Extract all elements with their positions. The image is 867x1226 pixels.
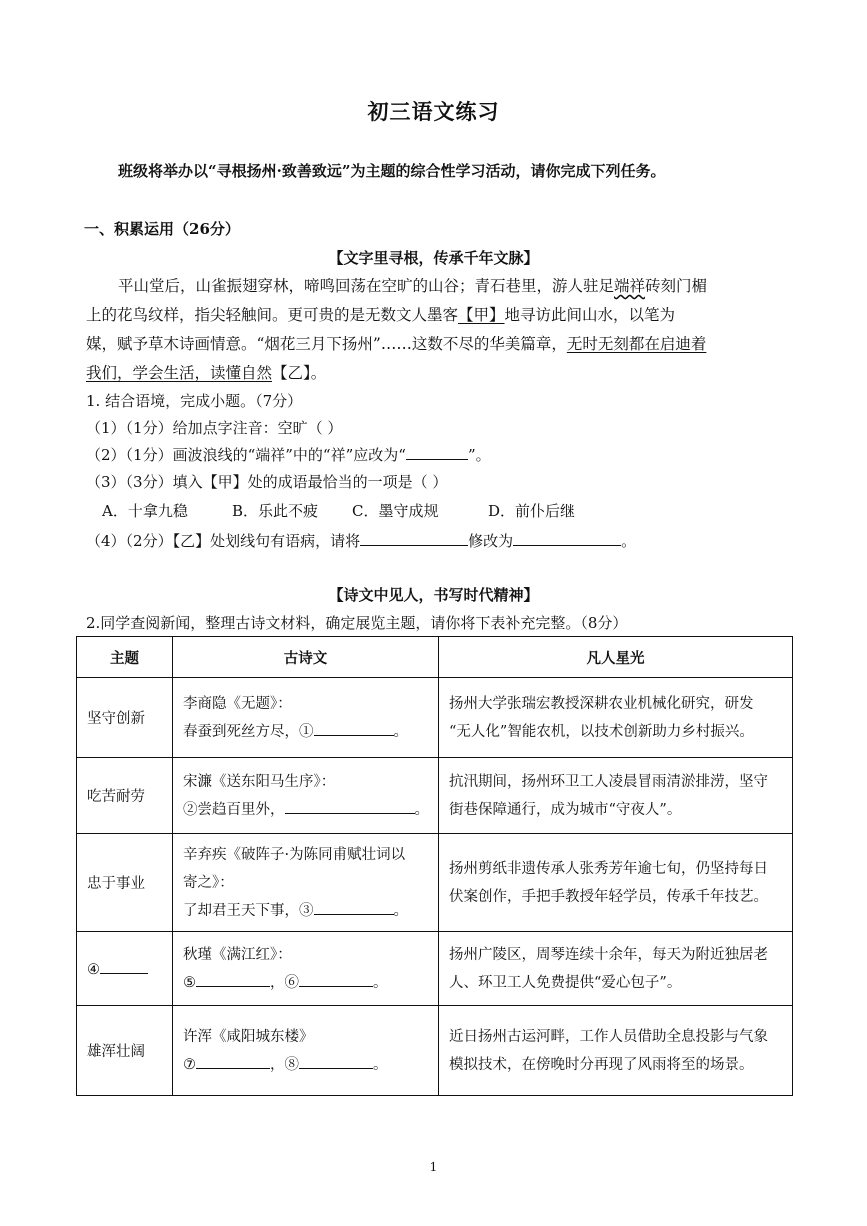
question-2-stem: 2.同学查阅新闻，整理古诗文材料，确定展览主题，请你将下表补充完整。（8分） — [86, 614, 628, 632]
poem-cell: 辛弃疾《破阵子·为陈同甫赋壮词以 寄之》： 了却君王天下事，③ 。 — [173, 834, 439, 932]
poem-cell: 秋瑾《满江红》： ⑤ ，⑥ 。 — [173, 932, 439, 1006]
table-row — [77, 758, 793, 834]
table-row — [77, 834, 793, 932]
answer-blank[interactable] — [100, 959, 148, 974]
subheading-1: 【文字里寻根，传承千年文脉】 — [328, 249, 539, 267]
question-1-2: （2）（1分）画波浪线的“端祥”中的“祥”应改为“ ”。 — [86, 446, 491, 464]
answer-blank[interactable] — [196, 972, 270, 987]
theme-cell: 雄浑壮阔 — [77, 1006, 173, 1096]
header-theme: 主题 — [77, 637, 173, 678]
answer-blank[interactable] — [513, 531, 621, 546]
theme-cell: ④ — [77, 932, 173, 1006]
underlined-sentence-2: 我们，学会生活，读懂自然 — [86, 364, 273, 382]
people-cell: 抗汛期间，扬州环卫工人凌晨冒雨清淤排涝，坚守 街巷保障通行，成为城市“守夜人”。 — [439, 758, 793, 834]
option-c[interactable]: C．墨守成规 — [352, 502, 439, 520]
header-people: 凡人星光 — [439, 637, 793, 678]
passage-line-2: 上的花鸟纹样，指尖轻触间。更可贵的是无数文人墨客【甲】地寻访此间山水，以笔为 — [86, 306, 676, 324]
question-1-1: （1）（1分）给加点字注音：空旷（ ） — [86, 419, 343, 437]
table-header-row — [77, 637, 793, 678]
option-b[interactable]: B．乐此不疲 — [232, 502, 319, 520]
page-title: 初三语文练习 — [367, 99, 500, 124]
passage-line-4: 我们，学会生活，读懂自然【乙】。 — [86, 364, 327, 382]
question-1-4: （4）（2分）【乙】处划线句有语病，请将 修改为 。 — [86, 532, 637, 550]
answer-blank[interactable] — [285, 799, 415, 814]
table-row — [77, 932, 793, 1006]
option-a[interactable]: A．十拿九稳 — [102, 502, 188, 520]
question-1-stem: 1. 结合语境，完成小题。（7分） — [86, 392, 303, 410]
option-d[interactable]: D．前仆后继 — [488, 502, 576, 520]
intro-text: 班级将举办以“寻根扬州·致善致远”为主题的综合性学习活动，请你完成下列任务。 — [118, 162, 666, 180]
people-cell: 扬州广陵区，周琴连续十余年，每天为附近独居老 人、环卫工人免费提供“爱心包子”。 — [439, 932, 793, 1006]
passage-line-3: 媒，赋予草木诗画情意。“烟花三月下扬州”……这数不尽的华美篇章，无时无刻都在启迪着 — [86, 335, 707, 353]
blank-jia: 【甲】 — [458, 306, 505, 324]
table-row — [77, 678, 793, 758]
answer-blank[interactable] — [196, 1054, 270, 1069]
header-poem: 古诗文 — [173, 637, 439, 678]
underlined-sentence-1: 无时无刻都在启迪着 — [566, 335, 707, 353]
answer-blank[interactable] — [299, 972, 373, 987]
answer-blank[interactable] — [360, 531, 468, 546]
answer-blank[interactable] — [406, 445, 468, 460]
theme-cell: 吃苦耐劳 — [77, 758, 173, 834]
poem-cell: 宋濂《送东阳马生序》： ②尝趋百里外， 。 — [173, 758, 439, 834]
theme-cell: 忠于事业 — [77, 834, 173, 932]
passage-line-1: 平山堂后，山雀振翅穿林，啼鸣回荡在空旷的山谷；青石巷里，游人驻足端祥砖刻门楣 — [118, 277, 708, 295]
people-cell: 扬州大学张瑞宏教授深耕农业机械化研究，研发 “无人化”智能农机，以技术创新助力乡村振兴。 — [439, 678, 793, 758]
page-number: 1 — [429, 1160, 438, 1174]
exhibition-table — [76, 636, 793, 1096]
question-1-3: （3）（3分）填入【甲】处的成语最恰当的一项是（ ） — [86, 473, 448, 491]
poem-cell: 李商隐《无题》： 春蚕到死丝方尽，① 。 — [173, 678, 439, 758]
answer-blank[interactable] — [314, 900, 394, 915]
answer-blank[interactable] — [299, 1054, 373, 1069]
people-cell: 近日扬州古运河畔，工作人员借助全息投影与气象 模拟技术，在傍晚时分再现了风雨将至的场景。 — [439, 1006, 793, 1096]
poem-cell: 许浑《咸阳城东楼》 ⑦ ，⑧ 。 — [173, 1006, 439, 1096]
theme-cell: 坚守创新 — [77, 678, 173, 758]
section-heading: 一、积累运用（26分） — [84, 220, 240, 238]
wavy-word: 端祥 — [614, 277, 646, 295]
people-cell: 扬州剪纸非遗传承人张秀芳年逾七旬，仍坚持每日 伏案创作，手把手教授年轻学员，传承千年技艺。 — [439, 834, 793, 932]
answer-blank[interactable] — [314, 721, 394, 736]
subheading-2: 【诗文中见人，书写时代精神】 — [328, 586, 539, 604]
table-row — [77, 1006, 793, 1096]
